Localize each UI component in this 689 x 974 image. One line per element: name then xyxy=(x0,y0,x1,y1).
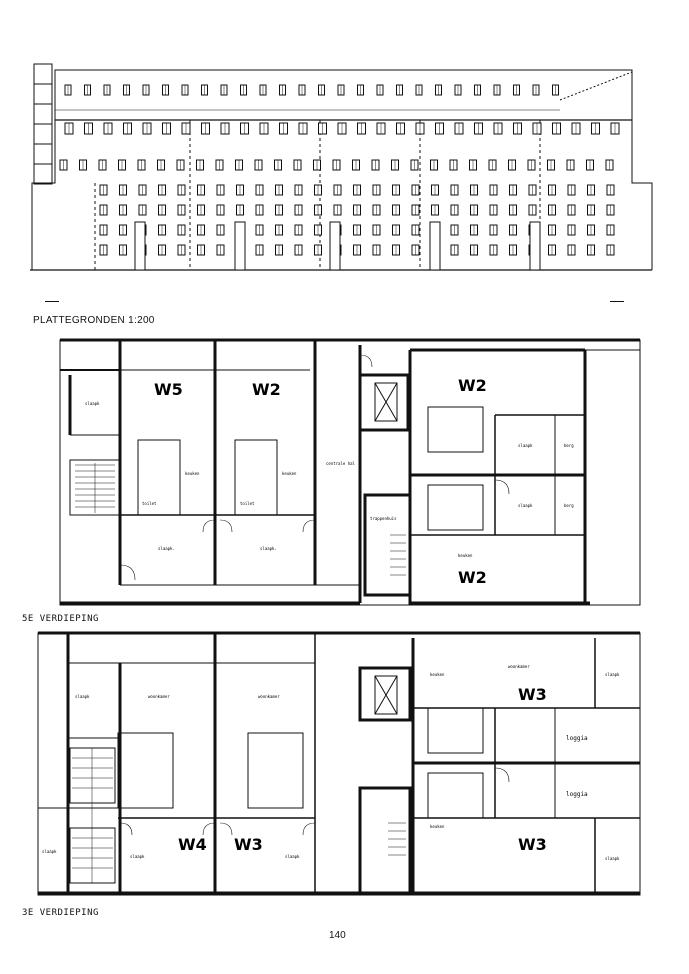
room-keuken-r1: keuken xyxy=(430,672,445,677)
floor3-caption: 3E VERDIEPING xyxy=(22,908,99,918)
room-slaapk-l2: slaapk xyxy=(42,849,57,854)
room-loggia-1: loggia xyxy=(566,735,588,742)
elevation-windows xyxy=(60,85,619,270)
facade-door xyxy=(430,222,440,270)
room-slaapk-l: slaapk xyxy=(75,694,90,699)
floor5-caption: 5E VERDIEPING xyxy=(22,614,99,624)
room-slaapk-1: slaapk xyxy=(85,401,100,406)
room-keuken-r2: keuken xyxy=(430,824,445,829)
room-slaapk-r1: slaapk xyxy=(518,443,533,448)
facade-door xyxy=(530,222,540,270)
unit-w4: W4 xyxy=(178,835,207,854)
floor-plan-5 xyxy=(30,335,650,610)
facade-door xyxy=(330,222,340,270)
plans-heading: PLATTEGRONDEN 1:200 xyxy=(33,315,155,326)
page-number: 140 xyxy=(329,930,346,941)
room-slaapk-2: slaapk. xyxy=(158,546,175,551)
section-mark-left xyxy=(45,301,59,302)
room-toilet-2: toilet xyxy=(240,501,255,506)
room-slaapk-rr1: slaapk xyxy=(605,672,620,677)
room-woonkamer-1: woonkamer xyxy=(148,694,170,699)
facade-elevation xyxy=(20,60,660,280)
unit-w3-c: W3 xyxy=(518,835,547,854)
floor-plan-3 xyxy=(30,628,650,900)
room-slaapk-r2: slaapk xyxy=(518,503,533,508)
unit-w3-b: W3 xyxy=(518,685,547,704)
unit-w3-a: W3 xyxy=(234,835,263,854)
room-trappenhuis: trappenhuis xyxy=(370,516,397,521)
unit-w2-c: W2 xyxy=(458,568,487,587)
room-keuken-r: keuken xyxy=(458,553,473,558)
room-keuken-2: keuken xyxy=(282,471,297,476)
room-berg-1: berg xyxy=(564,443,574,448)
room-slaapk-3: slaapk. xyxy=(260,546,277,551)
room-slaapk-rr2: slaapk xyxy=(605,856,620,861)
room-woonkamer-2: woonkamer xyxy=(258,694,280,699)
room-berg-2: berg xyxy=(564,503,574,508)
unit-w2-b: W2 xyxy=(458,376,487,395)
section-mark-right xyxy=(610,301,624,302)
facade-door xyxy=(235,222,245,270)
room-centrale-hal: centrale hal xyxy=(326,461,355,466)
room-slaapk-m1: slaapk xyxy=(130,854,145,859)
room-woonkamer-r: woonkamer xyxy=(508,664,530,669)
room-slaapk-m2: slaapk xyxy=(285,854,300,859)
room-keuken-1: keuken xyxy=(185,471,200,476)
room-loggia-2: loggia xyxy=(566,791,588,798)
room-toilet-1: toilet xyxy=(142,501,157,506)
unit-w2-a: W2 xyxy=(252,380,281,399)
unit-w5: W5 xyxy=(154,380,183,399)
facade-door xyxy=(135,222,145,270)
